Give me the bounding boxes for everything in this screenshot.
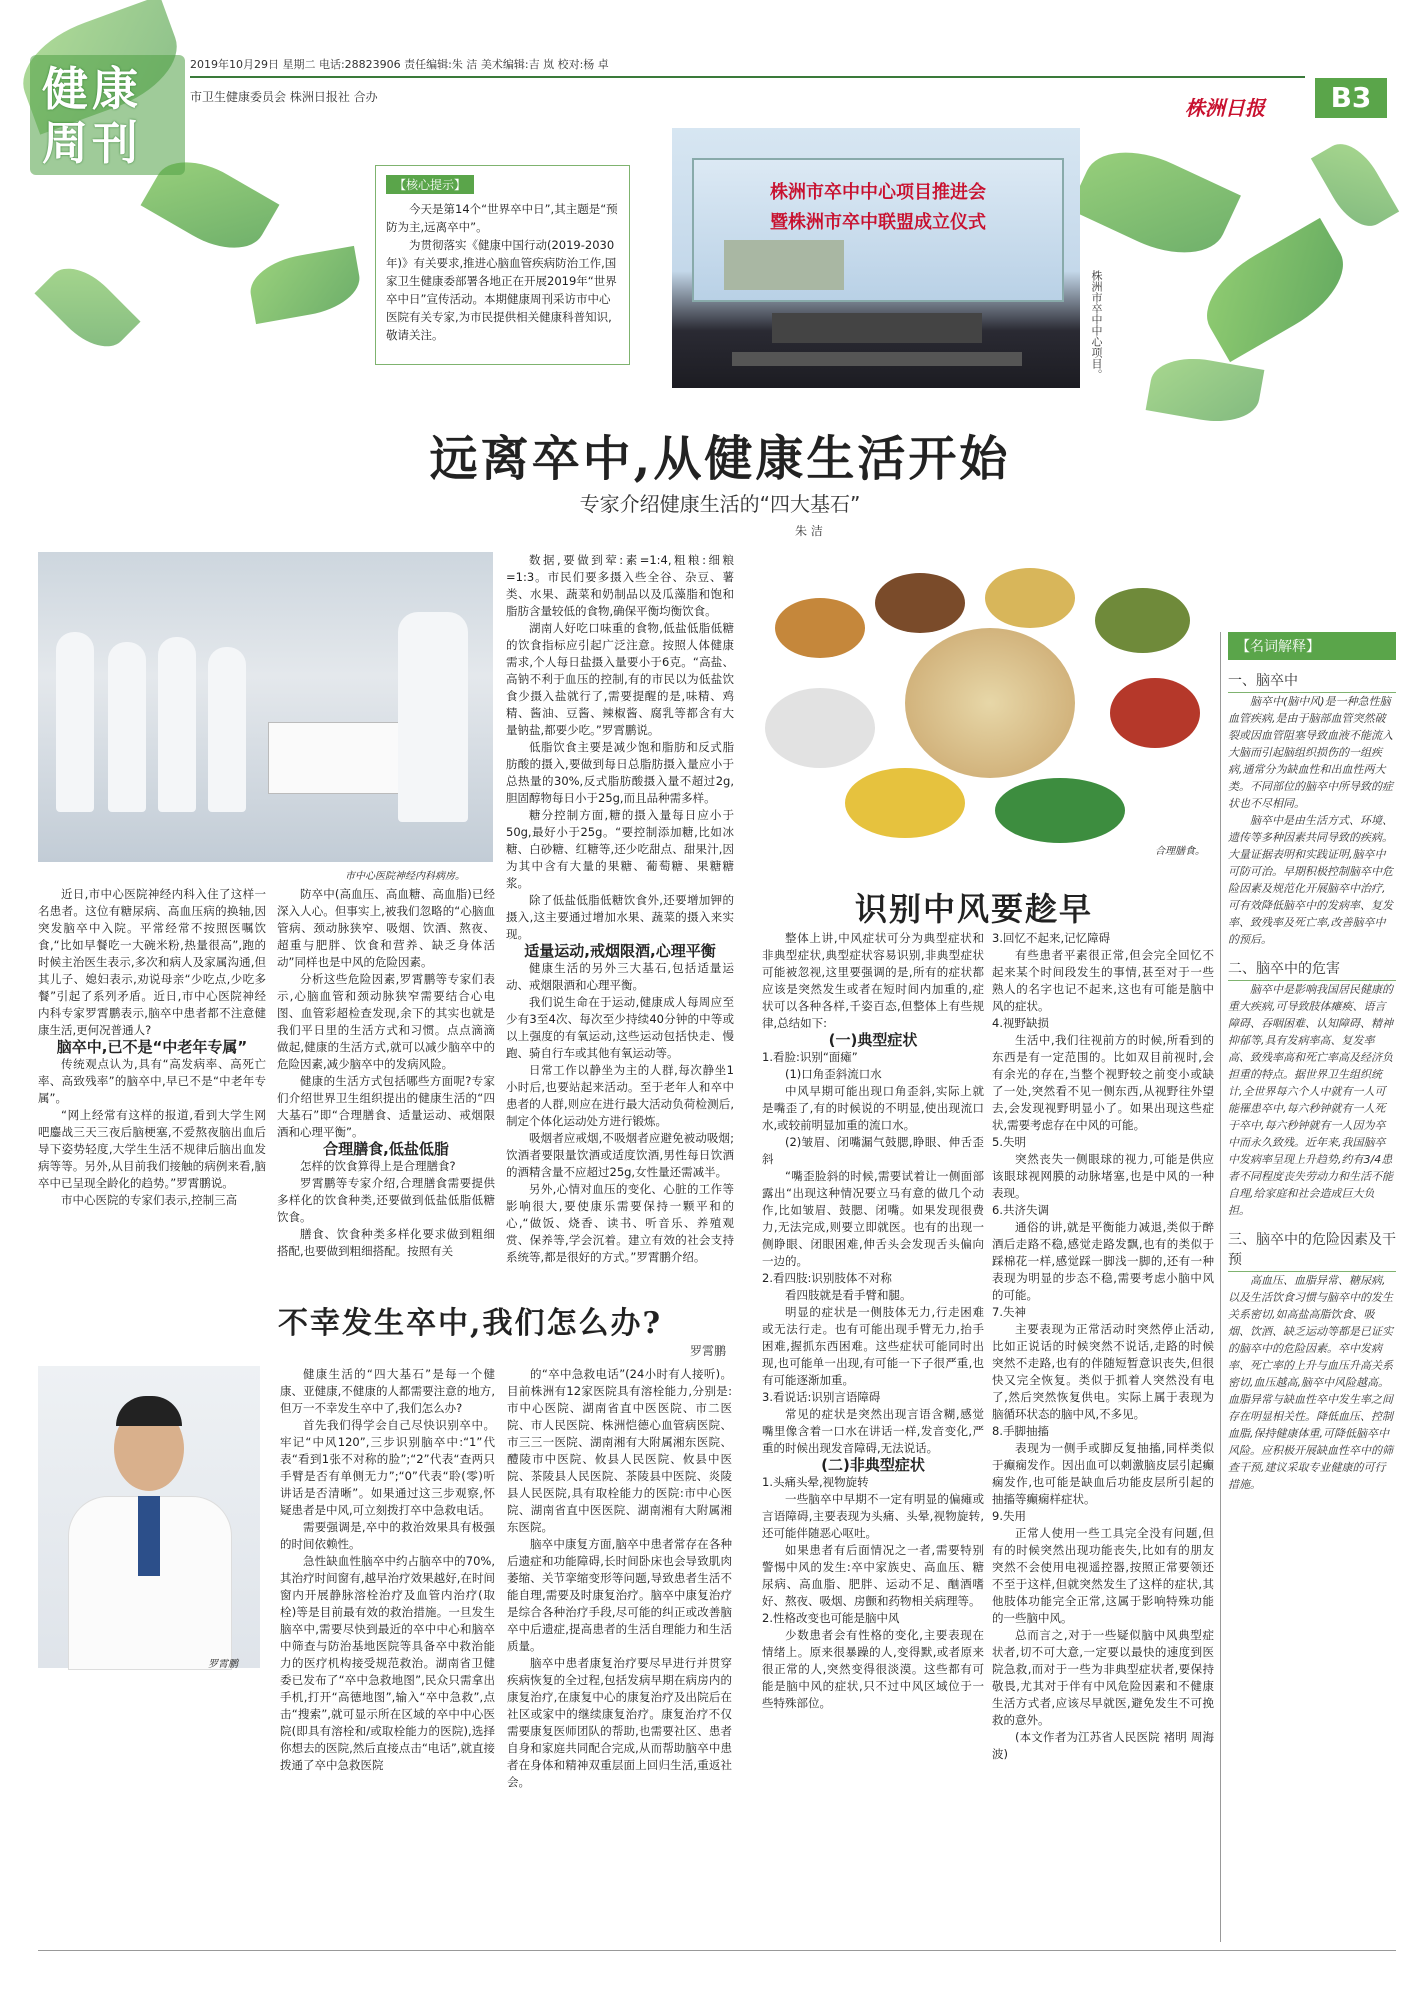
- symptom-heading: 2.看四肢:识别肢体不对称: [762, 1271, 892, 1285]
- page-number: B3: [1315, 78, 1387, 118]
- article-column: [507, 1366, 732, 1791]
- article-paragraph: 传统观点认为,具有“高发病率、高死亡率、高致残率”的脑卒中,早已不是“中老年专属”。: [38, 1057, 266, 1105]
- glossary-heading: 三、脑卒中的危险因素及干预: [1228, 1225, 1396, 1272]
- event-photo-caption: 株洲市卒中中心项目。: [1090, 270, 1103, 380]
- article-paragraph: 我们说生命在于运动,健康成人每周应至少有3至4次、每次至少持续40分钟的中等或以上强度的有氧运动,这些运动包括快走、慢跑、骑自行车或其他有氧运动等。: [506, 995, 734, 1060]
- article-paragraph: 膳食、饮食种类多样化要求做到粗细搭配,也要做到粗细搭配。按照有关: [277, 1227, 495, 1258]
- portrait-photo: [38, 1366, 260, 1668]
- article-subhead: 合理膳食,低盐低脂: [323, 1140, 449, 1158]
- article-paragraph: 另外,心情对血压的变化、心脏的工作等影响很大,要使康乐需要保持一颗平和的心,“做饭、烧香、读书、听音乐、养殖观赏、保养等,学会沉着。建立有效的社会支持系统等,都是很好的方式。”罗霄鹏介绍。: [506, 1182, 734, 1264]
- article-paragraph: 需要强调是,卒中的救治效果具有极强的时间依赖性。: [280, 1520, 495, 1551]
- article-paragraph: 日常工作以静坐为主的人群,每次静坐1小时后,也要站起来活动。至于老年人和卒中患者的人群,则应在进行最大活动负荷检测后,制定个体化运动处方进行锻炼。: [506, 1063, 734, 1128]
- bottom-rule: [38, 1950, 1396, 1951]
- article-paragraph: 分析这些危险因素,罗霄鹏等专家们表示,心脑血管和颈动脉狭窄需要结合心电图、血管彩超检查发现,余下的其实也就是我们平日里的生活方式和习惯。点点滴滴做起,健康的生活方式,就可以减少脑卒中的危险因素,减少脑卒中的发病风险。: [277, 972, 495, 1071]
- article-paragraph: 少数患者会有性格的变化,主要表现在情绪上。原来很暴躁的人,变得默,或者原来很正常的人,突然变得很淡漠。这些都有可能是脑中风的症状,只不过中风区域位于一些特殊部位。: [762, 1628, 984, 1710]
- article2-author: 罗霄鹏: [690, 1344, 727, 1358]
- food-photo: [765, 568, 1205, 853]
- article-paragraph: 突然丧失一侧眼球的视力,可能是供应该眼球视网膜的动脉堵塞,也是中风的一种表现。: [992, 1152, 1214, 1200]
- article-paragraph: 市中心医院的专家们表示,控制三高: [61, 1193, 238, 1207]
- newspaper-logo: 株洲日报: [1185, 96, 1265, 120]
- leaf-decoration: [246, 246, 365, 324]
- article-subhead: (一)典型症状: [828, 1031, 918, 1049]
- article-paragraph: 一些脑卒中早期不一定有明显的偏瘫或言语障碍,主要表现为头痛、头晕,视物旋转,还可能伴随恶心呕吐。: [762, 1492, 984, 1540]
- core-tip-para: 今天是第14个“世界卒中日”,其主题是“预防为主,远离卒中”。: [386, 202, 618, 234]
- symptom-heading: 4.视野缺损: [992, 1016, 1049, 1030]
- article-paragraph: 健康生活的“四大基石”是每一个健康、亚健康,不健康的人都需要注意的地方,但万一不幸发生卒中了,我们怎么办?: [280, 1367, 495, 1415]
- glossary-paragraph: 脑卒中是影响我国居民健康的重大疾病,可导致肢体瘫痪、语言障碍、吞咽困难、认知障碍、精神抑郁等,具有发病率高、复发率高、致残率高和死亡率高及经济负担重的特点。据世界卫生组织统计,全世界每六个人中就有一人可能罹患卒中,每六秒钟就有一人死于卒中,每六秒钟就有一人因为卒中而永久致残。近年来,我国脑卒中发病率呈现上升趋势,约有3/4患者不同程度丧失劳动力和生活不能自理,给家庭和社会造成巨大负担。: [1228, 983, 1393, 1217]
- symptom-subheading: (2)皱眉、闭嘴漏气鼓腮,睁眼、伸舌歪斜: [762, 1135, 984, 1166]
- article-column: [506, 552, 734, 1266]
- symptom-heading: 8.手脚抽搐: [992, 1424, 1049, 1438]
- symptom-heading: 5.失明: [992, 1135, 1026, 1149]
- glossary-paragraph: 脑卒中(脑中风)是一种急性脑血管疾病,是由于脑部血管突然破裂或因血管阻塞导致血液不能流入大脑而引起脑组织损伤的一组疾病,通常分为缺血性和出血性两大类。不同部位的脑卒中所导致的症状也不尽相同。: [1228, 695, 1393, 810]
- article-paragraph: “嘴歪脸斜的时候,需要试着让一侧面部露出“出现这种情况要立马有意的做几个动作,比如皱眉、鼓腮、闭嘴。如果发现很费力,无法完成,则要立即就医。也有的出现一侧睁眼、闭眼困难,伸舌头会发现舌头偏向一边的。: [762, 1169, 984, 1268]
- article-subhead: (二)非典型症状: [821, 1456, 925, 1474]
- article-paragraph: 低脂饮食主要是减少饱和脂肪和反式脂肪酸的摄入,要做到每日总脂肪摄入量应小于总热量的30%,反式脂肪酸摄入量不超过2g,胆固醇物每日小于25g,而且品种需多样。: [506, 740, 734, 805]
- article-paragraph: 总而言之,对于一些疑似脑中风典型症状者,切不可大意,一定要以最快的速度到医院急救,而对于一些为非典型症状者,要保持敬畏,尤其对于伴有中风危险因素和不健康生活方式者,应该尽早就医,避免发生不可挽救的意外。: [992, 1628, 1214, 1727]
- food-photo-caption: 合理膳食。: [1155, 846, 1205, 857]
- event-photo: [672, 128, 1080, 388]
- article-paragraph: 吸烟者应戒烟,不吸烟者应避免被动吸烟;饮酒者要限量饮酒或适度饮酒,男性每日饮酒的酒精含量不应超过25g,女性量还需减半。: [506, 1131, 734, 1179]
- article-paragraph: 近日,市中心医院神经内科入住了这样一名患者。这位有糖尿病、高血压病的换轴,因突发脑卒中入院。平常经常不按照医嘱饮食,“比如早餐吃一大碗米粉,热量很高”,跑的时候主治医生表示,多次和病人及家属沟通,但其儿子、媳妇表示,劝说母亲“少吃点,少吃多餐”引起了系列矛盾。近日,市中心医院神经内科专家罗霄鹏表示,脑卒中患者都不注意健康生活,更何况普通人?: [38, 887, 266, 1037]
- masthead-title-line2: 周刊: [42, 116, 142, 170]
- leaf-decoration: [34, 254, 140, 360]
- portrait-caption: 罗霄鹏: [208, 1659, 238, 1670]
- article-paragraph: 糖分控制方面,糖的摄入量每日应小于50g,最好小于25g。“要控制添加糖,比如冰糖、白砂糖、红糖等,还少吃甜点、甜果汁,因为其中含有大量的果糖、葡萄糖、果糖糖浆。: [506, 808, 734, 890]
- article-subhead: 适量运动,戒烟限酒,心理平衡: [524, 942, 716, 960]
- article-column: [38, 886, 266, 1209]
- article3-title: 识别中风要趁早: [855, 890, 1094, 928]
- masthead-rule: [190, 76, 1305, 78]
- article-paragraph: 表现为一侧手或脚反复抽搐,同样类似于癫痫发作。因出血可以刺激脑皮层引起癫痫发作,也可能是缺血后功能皮层所引起的抽搐等癫痫样症状。: [992, 1441, 1214, 1506]
- article-column: [762, 930, 984, 1712]
- article-paragraph: 数据,要做到荤:素=1:4,粗粮:细粮=1:3。市民们要多摄入些全谷、杂豆、薯类、水果、蔬菜和奶制品以及瓜藻脂和饱和脂肪含量较低的食物,确保平衡均衡饮食。: [506, 553, 734, 618]
- glossary-paragraph: 脑卒中是由生活方式、环境、遗传等多种因素共同导致的疾病。大量证据表明和实践证明,脑卒中可防可治。早期积极控制脑卒中危险因素及规范化开展脑卒中治疗,可有效降低脑卒中的发病率、复发率、致残率及死亡率,改善脑卒中的预后。: [1228, 814, 1393, 946]
- article-paragraph: (本文作者为江苏省人民医院 褚明 周海波): [992, 1730, 1214, 1761]
- symptom-heading: 3.回忆不起来,记忆障碍: [992, 931, 1111, 945]
- article-paragraph: 常见的症状是突然出现言语含糊,感觉嘴里像含着一口水在讲话一样,发音变化,严重的时候出现发音障碍,无法说话。: [762, 1407, 984, 1455]
- symptom-subheading: (1)口角歪斜流口水: [785, 1067, 882, 1081]
- article-paragraph: 正常人使用一些工具完全没有问题,但有的时候突然出现功能丧失,比如有的朋友突然不会使用电视遥控器,按照正常要领还不至于这样,但就突然发生了这样的症状,其他肢体功能完全正常,这属于影响特殊功能的一些脑中风。: [992, 1526, 1214, 1625]
- article-paragraph: 脑卒中康复方面,脑卒中患者常存在各种后遗症和功能障碍,长时间卧床也会导致肌肉萎缩、关节挛缩变形等问题,导致患者生活不能自理,需要及时康复治疗。脑卒中康复治疗是综合各种治疗手段,尽可能的纠正或改善脑卒中后遗症,提高患者的生活自理能力和生活质量。: [507, 1537, 732, 1653]
- article-paragraph: 脑卒中患者康复治疗要尽早进行并贯穿疾病恢复的全过程,包括发病早期在病房内的康复治疗,在康复中心的康复治疗及出院后在社区或家中的继续康复治疗。康复治疗不仅需要康复医师团队的帮助,也需要社区、患者自身和家庭共同配合完成,从而帮助脑卒中患者在身体和精神双重层面上回归生活,重返社会。: [507, 1656, 732, 1789]
- glossary-heading: 二、脑卒中的危害: [1228, 954, 1396, 981]
- core-tip-para: 为贯彻落实《健康中国行动(2019-2030年)》有关要求,推进心脑血管疾病防治工作,国家卫生健康委部署各地正在开展2019年“世界卒中日”宣传活动。本期健康周刊采访市中心医院有关专家,为市民提供相关健康科普知识,敬请关注。: [386, 238, 617, 342]
- core-tip-tag: 【核心提示】: [386, 175, 474, 194]
- article-column: [277, 886, 495, 1260]
- article-paragraph: 罗霄鹏等专家介绍,合理膳食需要提供多样化的饮食种类,还要做到低盐低脂低糖饮食。: [277, 1176, 495, 1224]
- glossary-sidebar: [1228, 632, 1396, 1493]
- banner-line1: 株洲市卒中中心项目推进会: [770, 182, 986, 203]
- dateline: 2019年10月29日 星期二 电话:28823906 责任编辑:朱 洁 美术编辑:吉 岚 校对:杨 卓: [190, 58, 609, 71]
- article-paragraph: “网上经常有这样的报道,看到大学生网吧鏖战三天三夜后脑梗塞,不爱熬夜脑出血后导下姿势轻度,大学生生活不规律后脑出血发病等等。另外,从目前我们接触的病例来看,脑卒中已呈现全龄化的趋势。”罗霄鹏说。: [38, 1108, 266, 1190]
- banner-line2: 暨株洲市卒中联盟成立仪式: [770, 212, 986, 233]
- article-paragraph: 看四肢就是看手臂和腿。: [785, 1288, 912, 1302]
- symptom-heading: 6.共济失调: [992, 1203, 1049, 1217]
- symptom-heading: 2.性格改变也可能是脑中风: [762, 1611, 900, 1625]
- symptom-heading: 1.头痛头晕,视物旋转: [762, 1475, 869, 1489]
- main-subtitle: 专家介绍健康生活的“四大基石”: [579, 492, 861, 516]
- article-paragraph: 主要表现为正常活动时突然停止活动,比如正说话的时候突然不说话,走路的时候突然不走路,也有的伴随短暂意识丧失,但很快又完全恢复。类似于抓着人突然没有电了,然后突然恢复供电。实际上属于表现为脑循环状态的脑中风,不多见。: [992, 1322, 1214, 1421]
- ward-photo-caption: 市中心医院神经内科病房。: [345, 871, 465, 882]
- article-paragraph: 生活中,我们往视前方的时候,所看到的东西是有一定范围的。比如双目前视时,会有余光的存在,当整个视野较之前变小或缺了一处,突然看不见一侧东西,从视野往外望去,会发现视野明显小了。如果出现这些症状,需要考虑存在中风的可能。: [992, 1033, 1214, 1132]
- symptom-heading: 1.看脸:识别“面瘫”: [762, 1050, 858, 1064]
- article-paragraph: 怎样的饮食算得上是合理膳食?: [300, 1159, 456, 1173]
- article-paragraph: 明显的症状是一侧肢体无力,行走困难或无法行走。也有可能出现手臂无力,抬手困难,握抓东西困难。这些症状可能同时出现,也可能单一出现,有可能一下子很严重,也有可能逐渐加重。: [762, 1305, 984, 1387]
- sponsors: 市卫生健康委员会 株洲日报社 合办: [190, 90, 378, 104]
- leaf-decoration: [1146, 351, 1265, 429]
- symptom-heading: 9.失用: [992, 1509, 1026, 1523]
- article-paragraph: 健康生活的另外三大基石,包括适量运动、戒烟限酒和心理平衡。: [506, 961, 734, 992]
- article-paragraph: 通俗的讲,就是平衡能力减退,类似于醉酒后走路不稳,感觉走路发飘,也有的类似于踩棉花一样,感觉踩一脚浅一脚的,还有一种表现为明显的步态不稳,需要考虑小脑中风的可能。: [992, 1220, 1214, 1302]
- article-paragraph: 急性缺血性脑卒中约占脑卒中的70%,其治疗时间窗有,越早治疗效果越好,在时间窗内开展静脉溶栓治疗及血管内治疗(取栓)等是目前最有效的救治措施。一旦发生脑卒中,需要尽快到最近的卒中中心和脑卒中筛查与防治基地医院等具备卒中救治能力的医疗机构接受规范救治。湖南省卫健委已发布了“卒中急救地图”,民众只需拿出手机,打开“高德地图”,输入“卒中急救”,点击“搜索”,就可显示所在区域的卒中中心医院(即具有溶栓和/或取栓能力的医院),选择你想去的医院,然后直接点击“电话”,就直接拨通了卒中急救医院: [280, 1554, 495, 1772]
- glossary-paragraph: 高血压、血脂异常、糖尿病,以及生活饮食习惯与脑卒中的发生关系密切,如高盐高脂饮食、吸烟、饮酒、缺乏运动等都是已证实的脑卒中的危险因素。卒中发病率、死亡率的上升与血压升高关系密切,血压越高,脑卒中风险越高。血脂异常与缺血性卒中发生率之间存在明显相关性。降低血压、控制血脂,保持健康体重,可降低脑卒中风险。应积极开展缺血性卒中的筛查干预,建议采取专业健康的可行措施。: [1228, 1274, 1393, 1491]
- article-column: [280, 1366, 495, 1774]
- article-paragraph: 防卒中(高血压、高血糖、高血脂)已经深入人心。但事实上,被我们忽略的“心脑血管病、颈动脉狭窄、吸烟、饮酒、熬夜、超重与肥胖、饮食和营养、缺乏身体活动”同样也是中风的危险因素。: [277, 887, 495, 969]
- ward-photo: [38, 552, 493, 862]
- article-paragraph: 健康的生活方式包括哪些方面呢?专家们介绍世界卫生组织提出的健康生活的“四大基石”即“合理膳食、适量运动、戒烟限酒和心理平衡”。: [277, 1074, 495, 1139]
- masthead-title: [42, 62, 182, 170]
- main-author: 朱 洁: [795, 524, 823, 538]
- article-paragraph: 中风早期可能出现口角歪斜,实际上就是嘴歪了,有的时候说的不明显,使出现流口水,或较前明显加重的流口水。: [762, 1084, 984, 1132]
- article2-title: 不幸发生卒中,我们怎么办?: [278, 1306, 663, 1341]
- glossary-heading: 一、脑卒中: [1228, 666, 1396, 693]
- masthead-title-line1: 健康: [42, 62, 142, 116]
- sidebar-divider: [1220, 632, 1221, 1942]
- article-paragraph: 首先我们得学会自己尽快识别卒中。牢记“中风120”,三步识别脑卒中:“1”代表“看到1张不对称的脸”;“2”代表“查两只手臂是否有单侧无力”;“0”代表“聆(零)听讲话是否清晰”。如果通过这三步观察,怀疑患者是中风,可立刻拨打卒中急救电话。: [280, 1418, 495, 1517]
- symptom-heading: 7.失神: [992, 1305, 1026, 1319]
- article-paragraph: 如果患者有后面情况之一者,需要特别警惕中风的发生:卒中家族史、高血压、糖尿病、高血脂、肥胖、运动不足、酗酒嗜好、熬夜、吸烟、房颤和药物相关病理等。: [762, 1543, 984, 1608]
- article-paragraph: 湖南人好吃口味重的食物,低盐低脂低糖的饮食指标应引起广泛注意。按照人体健康需求,个人每日盐摄入量要小于6克。“高盐、高钠不利于血压的控制,有的市民以为低盐饮食少摄入盐就行了,需要提醒的是,味精、鸡精、酱油、豆酱、辣椒酱、腐乳等都含有大量钠盐,都要少吃。”罗霄鹏说。: [506, 621, 734, 737]
- glossary-tag: 【名词解释】: [1228, 632, 1396, 660]
- article-paragraph: 整体上讲,中风症状可分为典型症状和非典型症状,典型症状容易识别,非典型症状可能被忽视,这里要强调的是,所有的症状都应该是突然发生或者在短时间内加重的,症状可以各种各样,千姿百态,但整体上有些规律,总结如下:: [762, 931, 984, 1030]
- leaf-decoration: [1311, 134, 1399, 237]
- core-tip-box: [375, 165, 630, 365]
- article-paragraph: 除了低盐低脂低糖饮食外,还要增加钾的摄入,这主要通过增加水果、蔬菜的摄入来实现。: [506, 893, 734, 941]
- article-column: [992, 930, 1214, 1763]
- article-paragraph: 的“卒中急救电话”(24小时有人接听)。目前株洲有12家医院具有溶栓能力,分别是:市中心医院、湖南省直中医医院、市二医院、市人民医院、株洲恺德心血管病医院、市三三一医院、湖南湘有大附属湘东医院、醴陵市中医院、攸县人民医院、攸县中医院、茶陵县人民医院、茶陵县中医院、炎陵县人民医院,具有取栓能力的医院:市中心医院、湖南省直中医医院、湖南湘有大附属湘东医院。: [507, 1367, 732, 1534]
- article-paragraph: 有些患者平素很正常,但会完全回忆不起来某个时间段发生的事情,甚至对于一些熟人的名字也记不起来,这也有可能是脑中风的症状。: [992, 948, 1214, 1013]
- article-subhead: 脑卒中,已不是“中老年专属”: [56, 1038, 248, 1056]
- leaf-decoration: [1069, 132, 1241, 272]
- symptom-heading: 3.看说话:识别言语障碍: [762, 1390, 881, 1404]
- main-headline: 远离卒中,从健康生活开始: [429, 431, 1011, 487]
